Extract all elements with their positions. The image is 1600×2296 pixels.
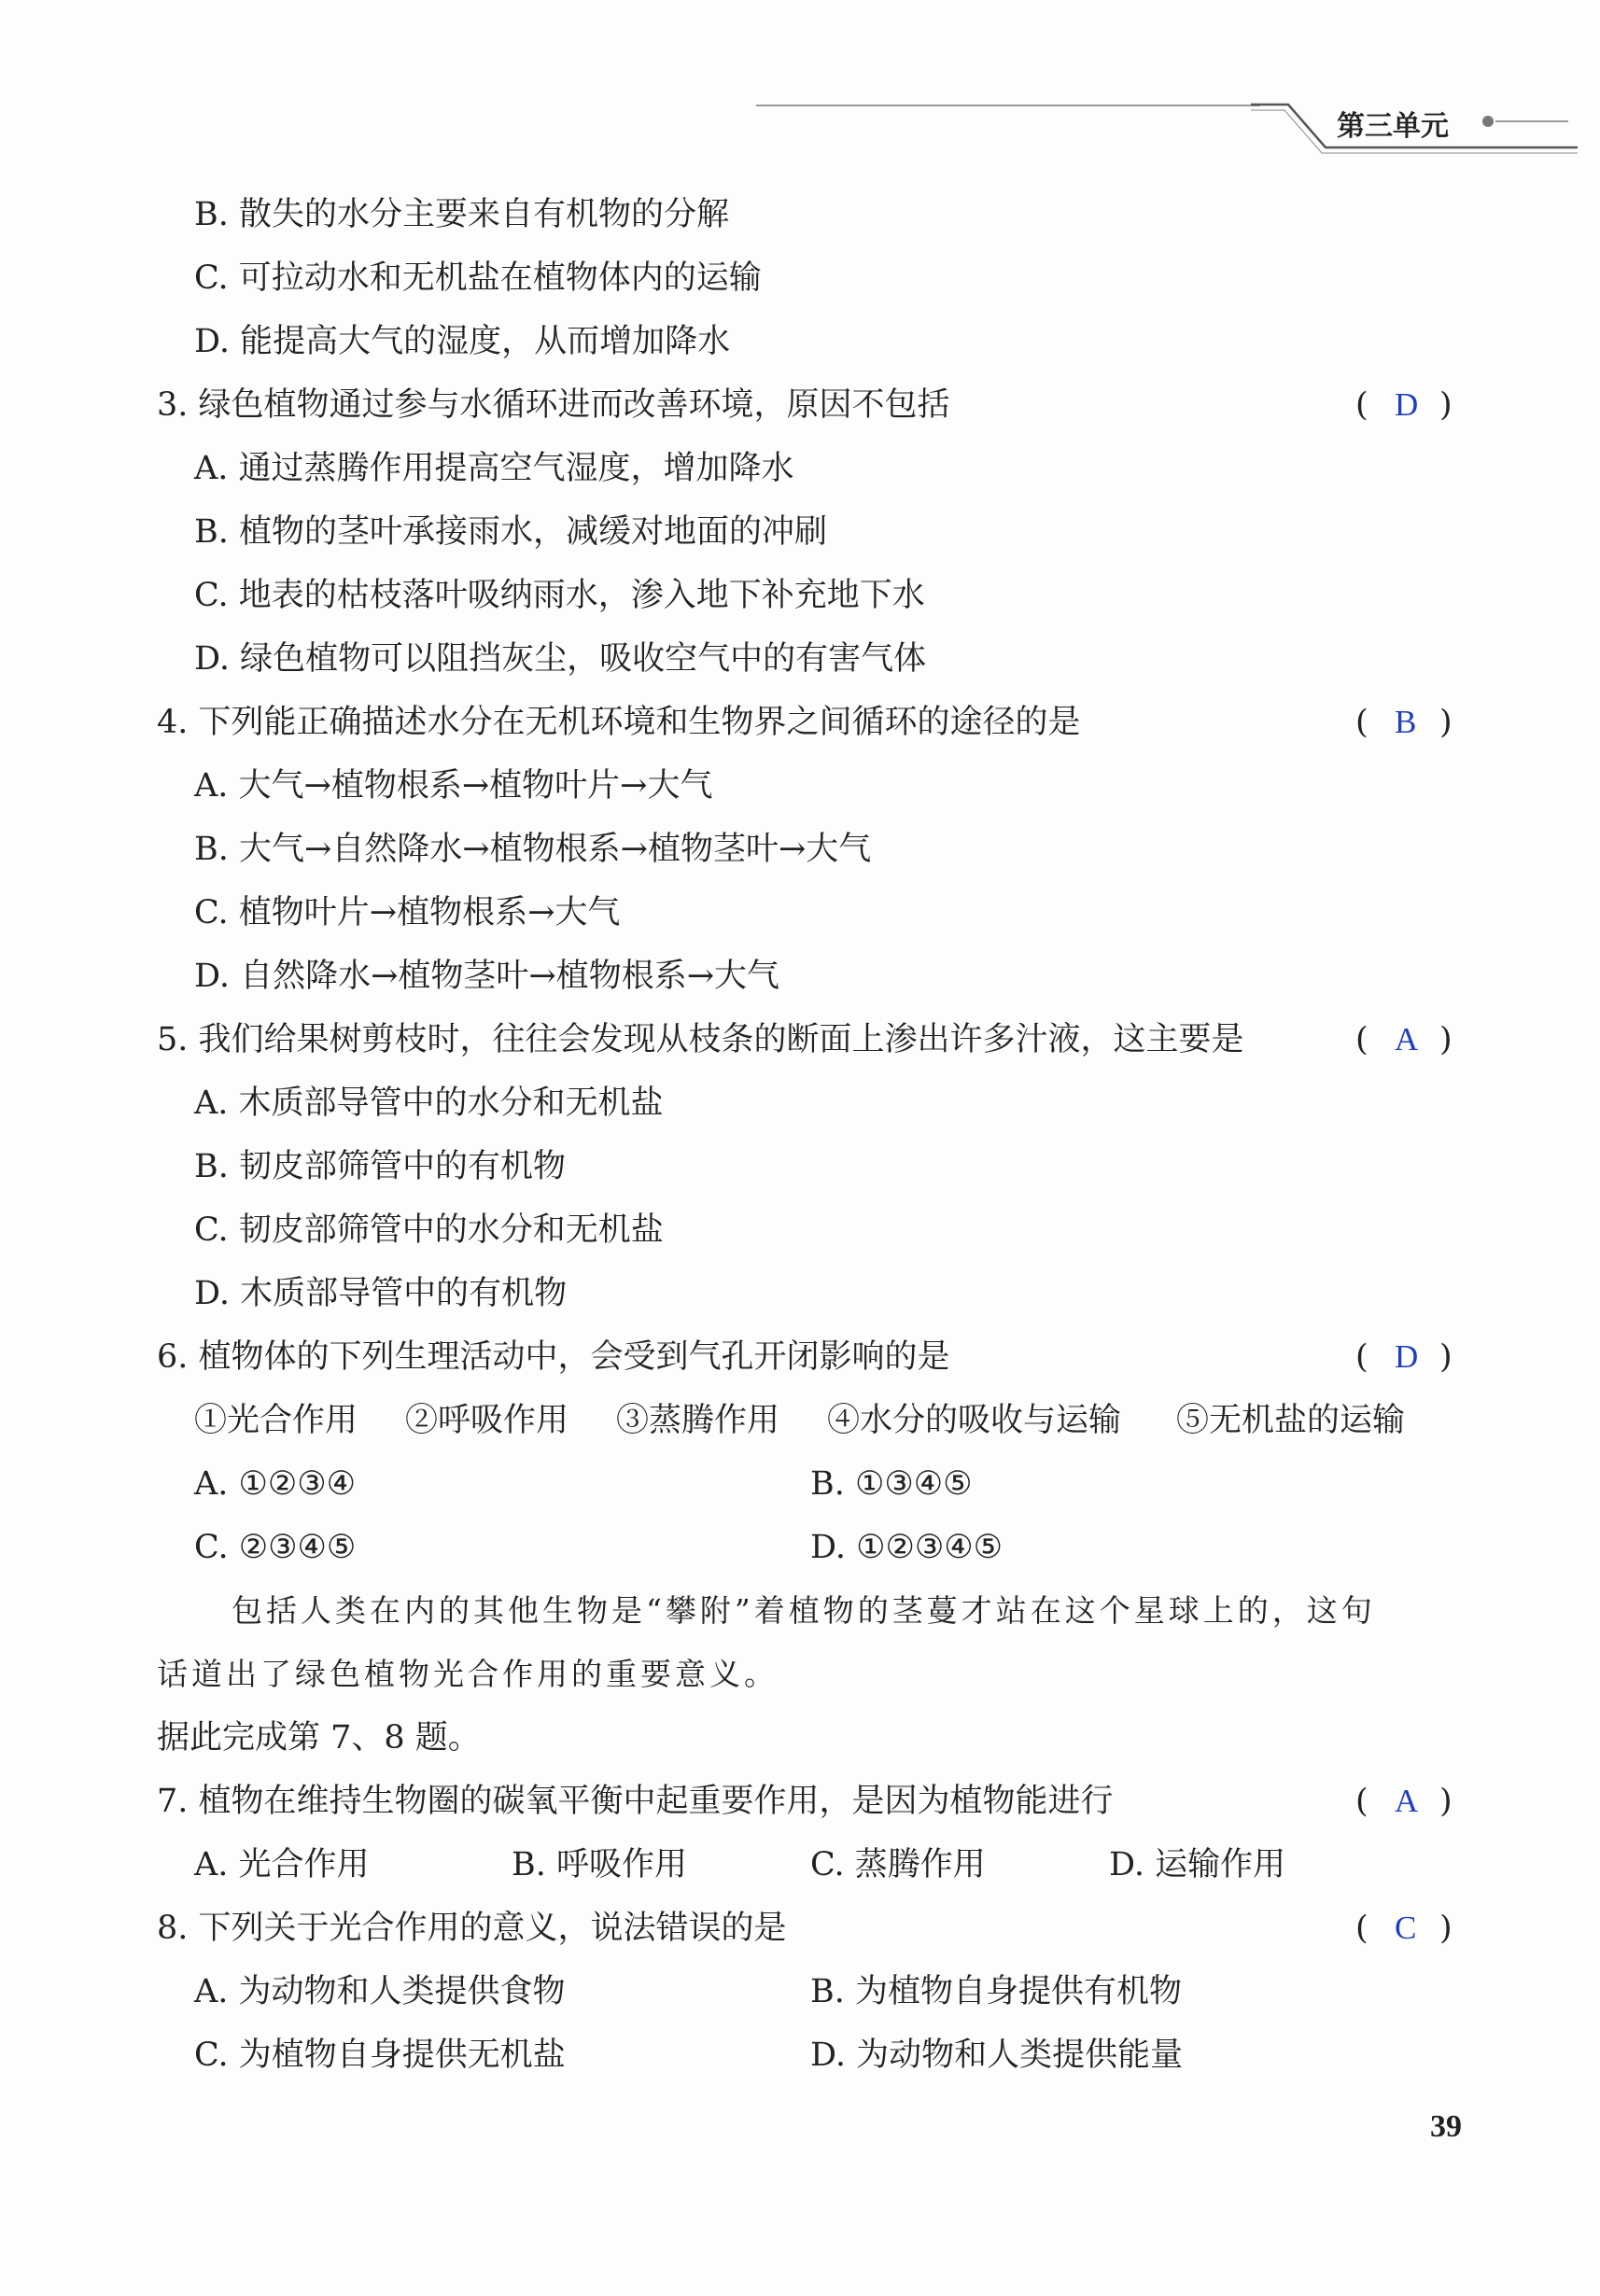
q3-option-d: D. 绿色植物可以阻挡灰尘，吸收空气中的有害气体 xyxy=(194,640,927,678)
q6-item-4: ④水分的吸收与运输 xyxy=(827,1402,1122,1439)
header-rule xyxy=(756,105,1260,106)
q3-option-a: A. 通过蒸腾作用提高空气湿度，增加降水 xyxy=(194,450,794,487)
q6-option-a: A. ①②③④ xyxy=(194,1465,357,1503)
q2-option-b: B. 散失的水分主要来自有机物的分解 xyxy=(194,196,729,233)
paren-close: ) xyxy=(1439,1021,1453,1058)
q8-option-b: B. 为植物自身提供有机物 xyxy=(810,1973,1182,2010)
q6-item-3: ③蒸腾作用 xyxy=(616,1402,780,1439)
q7-option-b: B. 呼吸作用 xyxy=(512,1846,687,1883)
q8-option-d: D. 为动物和人类提供能量 xyxy=(810,2037,1184,2074)
q3-option-b: B. 植物的茎叶承接雨水，减缓对地面的冲刷 xyxy=(194,513,827,551)
paren-open: ( xyxy=(1355,1783,1368,1820)
q3-option-c: C. 地表的枯枝落叶吸纳雨水，渗入地下补充地下水 xyxy=(194,577,925,614)
q6-option-c: C. ②③④⑤ xyxy=(194,1529,357,1566)
q5-option-d: D. 木质部导管中的有机物 xyxy=(194,1275,568,1312)
q4-option-c: C. 植物叶片→植物根系→大气 xyxy=(194,894,621,931)
q7-stem: 7. 植物在维持生物圈的碳氧平衡中起重要作用，是因为植物能进行 xyxy=(157,1783,1114,1820)
paren-open: ( xyxy=(1355,1021,1368,1058)
q4-option-b: B. 大气→自然降水→植物根系→植物茎叶→大气 xyxy=(194,831,872,868)
header-dot-icon xyxy=(1479,110,1572,133)
q5-option-b: B. 韧皮部筛管中的有机物 xyxy=(194,1148,566,1185)
q7-option-a: A. 光合作用 xyxy=(194,1846,370,1883)
q6-option-d: D. ①②③④⑤ xyxy=(810,1529,1003,1566)
paren-close: ) xyxy=(1439,1783,1453,1820)
q6-option-b: B. ①③④⑤ xyxy=(810,1465,973,1503)
q6-item-5: ⑤无机盐的运输 xyxy=(1176,1402,1406,1439)
paren-open: ( xyxy=(1355,386,1368,424)
q5-option-a: A. 木质部导管中的水分和无机盐 xyxy=(194,1085,664,1122)
paren-close: ) xyxy=(1439,1338,1453,1376)
unit-title: 第三单元 xyxy=(1337,110,1449,143)
q8-option-c: C. 为植物自身提供无机盐 xyxy=(194,2037,566,2074)
q8-option-a: A. 为动物和人类提供食物 xyxy=(194,1973,566,2010)
passage-line-3: 据此完成第 7、8 题。 xyxy=(157,1719,481,1757)
paren-close: ) xyxy=(1439,386,1453,424)
passage-line-1: 包括人类在内的其他生物是“攀附”着植物的茎蔓才站在这个星球上的，这句 xyxy=(232,1592,1376,1629)
q4-stem: 4. 下列能正确描述水分在无机环境和生物界之间循环的途径的是 xyxy=(157,704,1081,741)
q4-option-a: A. 大气→植物根系→植物叶片→大气 xyxy=(194,767,713,805)
q3-stem: 3. 绿色植物通过参与水循环进而改善环境，原因不包括 xyxy=(157,386,950,424)
paren-open: ( xyxy=(1355,1338,1368,1376)
q5-stem: 5. 我们给果树剪枝时，往往会发现从枝条的断面上渗出许多汁液，这主要是 xyxy=(157,1021,1244,1058)
q8-stem: 8. 下列关于光合作用的意义，说法错误的是 xyxy=(157,1910,787,1947)
q6-item-1: ①光合作用 xyxy=(194,1402,358,1439)
paren-open: ( xyxy=(1355,1910,1368,1947)
paren-close: ) xyxy=(1439,704,1453,741)
q2-option-d: D. 能提高大气的湿度，从而增加降水 xyxy=(194,323,731,360)
paren-open: ( xyxy=(1355,704,1368,741)
page-number: 39 xyxy=(1430,2109,1462,2144)
q8-answer-value: C xyxy=(1395,1910,1417,1946)
q7-option-d: D. 运输作用 xyxy=(1109,1846,1286,1883)
q6-answer-value: D xyxy=(1395,1338,1419,1375)
passage-line-2: 话道出了绿色植物光合作用的重要意义。 xyxy=(157,1656,779,1692)
q2-option-c: C. 可拉动水和无机盐在植物体内的运输 xyxy=(194,259,762,297)
q4-answer-value: B xyxy=(1395,704,1417,740)
q5-option-c: C. 韧皮部筛管中的水分和无机盐 xyxy=(194,1211,664,1249)
paren-close: ) xyxy=(1439,1910,1453,1947)
q7-option-c: C. 蒸腾作用 xyxy=(810,1846,986,1883)
q3-answer-value: D xyxy=(1395,386,1419,423)
q6-item-2: ②呼吸作用 xyxy=(405,1402,569,1439)
q6-stem: 6. 植物体的下列生理活动中，会受到气孔开闭影响的是 xyxy=(157,1338,950,1376)
q5-answer-value: A xyxy=(1395,1021,1419,1057)
q7-answer-value: A xyxy=(1395,1783,1419,1819)
q4-option-d: D. 自然降水→植物茎叶→植物根系→大气 xyxy=(194,958,780,995)
